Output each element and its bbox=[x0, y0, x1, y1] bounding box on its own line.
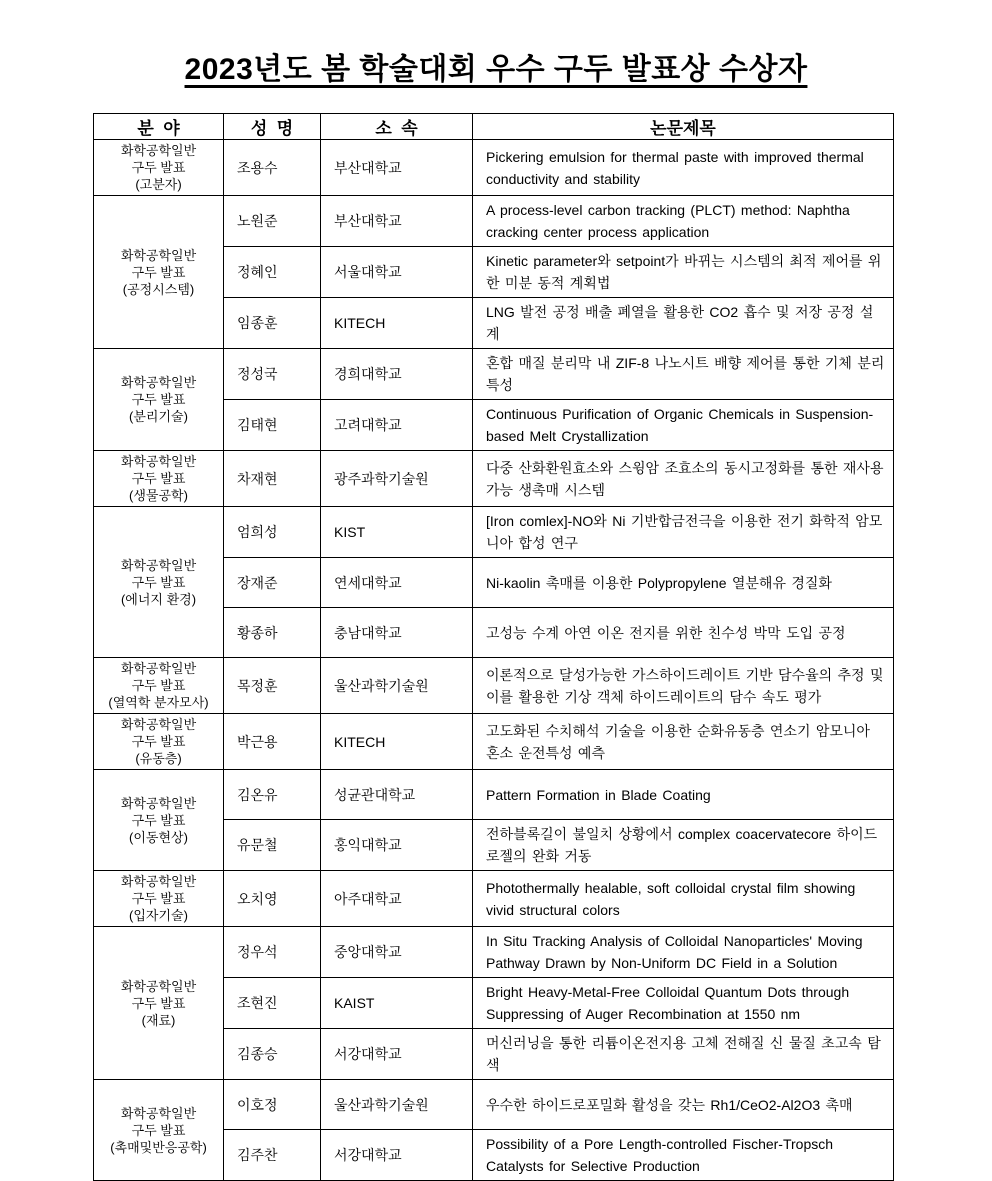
field-line: 구두 발표 bbox=[131, 734, 186, 749]
field-cell bbox=[94, 349, 224, 451]
table-row bbox=[94, 140, 894, 196]
affiliation-cell: 울산과학기술원 bbox=[321, 1080, 473, 1130]
field-line: 화학공학일반 bbox=[120, 143, 197, 158]
table-row bbox=[94, 1080, 894, 1130]
table-row bbox=[94, 871, 894, 927]
affiliation-cell: 성균관대학교 bbox=[321, 770, 473, 820]
affiliation-cell: 아주대학교 bbox=[321, 871, 473, 927]
paper-title-cell: 머신러닝을 통한 리튬이온전지용 고체 전해질 신 물질 초고속 탐색 bbox=[473, 1029, 894, 1080]
field-line: 화학공학일반 bbox=[120, 978, 197, 994]
name-cell: 김주찬 bbox=[224, 1130, 321, 1181]
affiliation-cell: 부산대학교 bbox=[321, 140, 473, 196]
paper-title-cell: Pattern Formation in Blade Coating bbox=[473, 770, 894, 820]
paper-title-cell: 전하블록길이 불일치 상황에서 complex coacervatecore 하이드로젤의 완화 거동 bbox=[473, 820, 894, 871]
paper-title-cell: 우수한 하이드로포밀화 활성을 갖는 Rh1/CeO2-Al2O3 촉매 bbox=[473, 1080, 894, 1130]
field-line: 화학공학일반 bbox=[120, 661, 197, 676]
field-line: 구두 발표 bbox=[131, 812, 186, 828]
paper-title-cell: In Situ Tracking Analysis of Colloidal Nanoparticles' Moving Pathway Drawn by Non-Uniform DC Field in a Solution bbox=[473, 927, 894, 978]
paper-title-cell: 이론적으로 달성가능한 가스하이드레이트 기반 담수율의 추정 및 이를 활용한 기상 객체 하이드레이트의 담수 속도 평가 bbox=[473, 658, 894, 714]
field-line: (생물공학) bbox=[129, 488, 188, 503]
paper-title-cell: A process-level carbon tracking (PLCT) method: Naphtha cracking center process application bbox=[473, 196, 894, 247]
name-cell: 이호정 bbox=[224, 1080, 321, 1130]
affiliation-cell: 연세대학교 bbox=[321, 558, 473, 608]
affiliation-cell: 서강대학교 bbox=[321, 1130, 473, 1181]
paper-title-cell: 고도화된 수치해석 기술을 이용한 순화유동층 연소기 암모니아 혼소 운전특성 예측 bbox=[473, 714, 894, 770]
column-header-field: 분 야 bbox=[94, 114, 224, 140]
paper-title-cell: 혼합 매질 분리막 내 ZIF-8 나노시트 배향 제어를 통한 기체 분리 특성 bbox=[473, 349, 894, 400]
table-row bbox=[94, 451, 894, 507]
field-cell bbox=[94, 927, 224, 1080]
name-cell: 김종승 bbox=[224, 1029, 321, 1080]
field-line: (재료) bbox=[141, 1012, 176, 1028]
field-line: 구두 발표 bbox=[131, 264, 186, 280]
paper-title-cell: Continuous Purification of Organic Chemicals in Suspension-based Melt Crystallization bbox=[473, 400, 894, 451]
name-cell: 김태현 bbox=[224, 400, 321, 451]
field-line: 구두 발표 bbox=[131, 891, 186, 906]
field-cell bbox=[94, 507, 224, 658]
name-cell: 박근용 bbox=[224, 714, 321, 770]
field-line: 화학공학일반 bbox=[120, 375, 197, 390]
name-cell: 장재준 bbox=[224, 558, 321, 608]
field-line: (촉매및반응공학) bbox=[110, 1139, 207, 1155]
field-line: 구두 발표 bbox=[131, 1122, 186, 1138]
field-line: (입자기술) bbox=[129, 908, 188, 923]
field-cell bbox=[94, 451, 224, 507]
affiliation-cell: KIST bbox=[321, 507, 473, 558]
field-line: (공정시스템) bbox=[122, 281, 195, 297]
affiliation-cell: 광주과학기술원 bbox=[321, 451, 473, 507]
document-title: 2023년도 봄 학술대회 우수 구두 발표상 수상자 bbox=[184, 53, 808, 86]
affiliation-cell: KAIST bbox=[321, 978, 473, 1029]
field-cell bbox=[94, 871, 224, 927]
field-cell bbox=[94, 714, 224, 770]
field-line: 구두 발표 bbox=[131, 995, 186, 1011]
field-line: 구두 발표 bbox=[131, 392, 186, 407]
name-cell: 목정훈 bbox=[224, 658, 321, 714]
table-row bbox=[94, 658, 894, 714]
affiliation-cell: 부산대학교 bbox=[321, 196, 473, 247]
field-line: (유동층) bbox=[135, 751, 182, 766]
field-line: (고분자) bbox=[135, 177, 182, 192]
paper-title-cell: Ni-kaolin 촉매를 이용한 Polypropylene 열분해유 경질화 bbox=[473, 558, 894, 608]
field-line: (열역학 분자모사) bbox=[108, 695, 209, 710]
name-cell: 유문철 bbox=[224, 820, 321, 871]
field-line: 화학공학일반 bbox=[120, 247, 197, 263]
field-cell bbox=[94, 140, 224, 196]
paper-title-cell: 다중 산화환원효소와 스윙암 조효소의 동시고정화를 통한 재사용 가능 생촉매 시스템 bbox=[473, 451, 894, 507]
header-row bbox=[94, 114, 894, 140]
field-line: 화학공학일반 bbox=[120, 717, 197, 732]
name-cell: 노원준 bbox=[224, 196, 321, 247]
paper-title-cell: Bright Heavy-Metal-Free Colloidal Quantum Dots through Suppressing of Auger Recombination at 1550 nm bbox=[473, 978, 894, 1029]
paper-title-cell: 고성능 수계 아연 이온 전지를 위한 친수성 박막 도입 공정 bbox=[473, 608, 894, 658]
affiliation-cell: 경희대학교 bbox=[321, 349, 473, 400]
paper-title-cell: LNG 발전 공정 배출 폐열을 활용한 CO2 흡수 및 저장 공정 설계 bbox=[473, 298, 894, 349]
column-header-paper-title: 논문제목 bbox=[473, 114, 894, 140]
affiliation-cell: 서강대학교 bbox=[321, 1029, 473, 1080]
field-cell bbox=[94, 770, 224, 871]
field-line: 구두 발표 bbox=[131, 678, 186, 693]
field-line: (에너지 환경) bbox=[120, 591, 197, 607]
column-header-name: 성 명 bbox=[224, 114, 321, 140]
affiliation-cell: 중앙대학교 bbox=[321, 927, 473, 978]
field-cell bbox=[94, 658, 224, 714]
name-cell: 김온유 bbox=[224, 770, 321, 820]
name-cell: 정혜인 bbox=[224, 247, 321, 298]
table-row bbox=[94, 770, 894, 820]
paper-title-cell: Photothermally healable, soft colloidal crystal film showing vivid structural colors bbox=[473, 871, 894, 927]
name-cell: 엄희성 bbox=[224, 507, 321, 558]
name-cell: 황종하 bbox=[224, 608, 321, 658]
name-cell: 정우석 bbox=[224, 927, 321, 978]
paper-title-cell: [Iron comlex]-NO와 Ni 기반합금전극을 이용한 전기 화학적 암모니아 합성 연구 bbox=[473, 507, 894, 558]
field-line: 화학공학일반 bbox=[120, 557, 197, 573]
field-cell bbox=[94, 1080, 224, 1181]
name-cell: 조용수 bbox=[224, 140, 321, 196]
field-line: 화학공학일반 bbox=[120, 1105, 197, 1121]
table-row bbox=[94, 507, 894, 558]
field-line: 화학공학일반 bbox=[120, 874, 197, 889]
table-row bbox=[94, 349, 894, 400]
affiliation-cell: KITECH bbox=[321, 714, 473, 770]
affiliation-cell: 서울대학교 bbox=[321, 247, 473, 298]
table-row bbox=[94, 196, 894, 247]
field-line: 화학공학일반 bbox=[120, 454, 197, 469]
paper-title-cell: Kinetic parameter와 setpoint가 바뀌는 시스템의 최적 제어를 위한 미분 동적 계획법 bbox=[473, 247, 894, 298]
paper-title-cell: Possibility of a Pore Length-controlled Fischer-Tropsch Catalysts for Selective Production bbox=[473, 1130, 894, 1181]
field-line: 구두 발표 bbox=[131, 574, 186, 590]
field-line: 구두 발표 bbox=[131, 471, 186, 486]
affiliation-cell: 충남대학교 bbox=[321, 608, 473, 658]
name-cell: 정성국 bbox=[224, 349, 321, 400]
name-cell: 오치영 bbox=[224, 871, 321, 927]
name-cell: 차재현 bbox=[224, 451, 321, 507]
column-header-affiliation: 소 속 bbox=[321, 114, 473, 140]
field-line: (분리기술) bbox=[129, 409, 188, 424]
awards-table bbox=[93, 113, 894, 1181]
affiliation-cell: 고려대학교 bbox=[321, 400, 473, 451]
affiliation-cell: 홍익대학교 bbox=[321, 820, 473, 871]
name-cell: 임종훈 bbox=[224, 298, 321, 349]
affiliation-cell: KITECH bbox=[321, 298, 473, 349]
paper-title-cell: Pickering emulsion for thermal paste with improved thermal conductivity and stability bbox=[473, 140, 894, 196]
field-line: 화학공학일반 bbox=[120, 795, 197, 811]
field-line: 구두 발표 bbox=[131, 160, 186, 175]
field-cell bbox=[94, 196, 224, 349]
affiliation-cell: 울산과학기술원 bbox=[321, 658, 473, 714]
field-line: (이동현상) bbox=[129, 829, 188, 845]
name-cell: 조현진 bbox=[224, 978, 321, 1029]
table-row bbox=[94, 927, 894, 978]
table-row bbox=[94, 714, 894, 770]
